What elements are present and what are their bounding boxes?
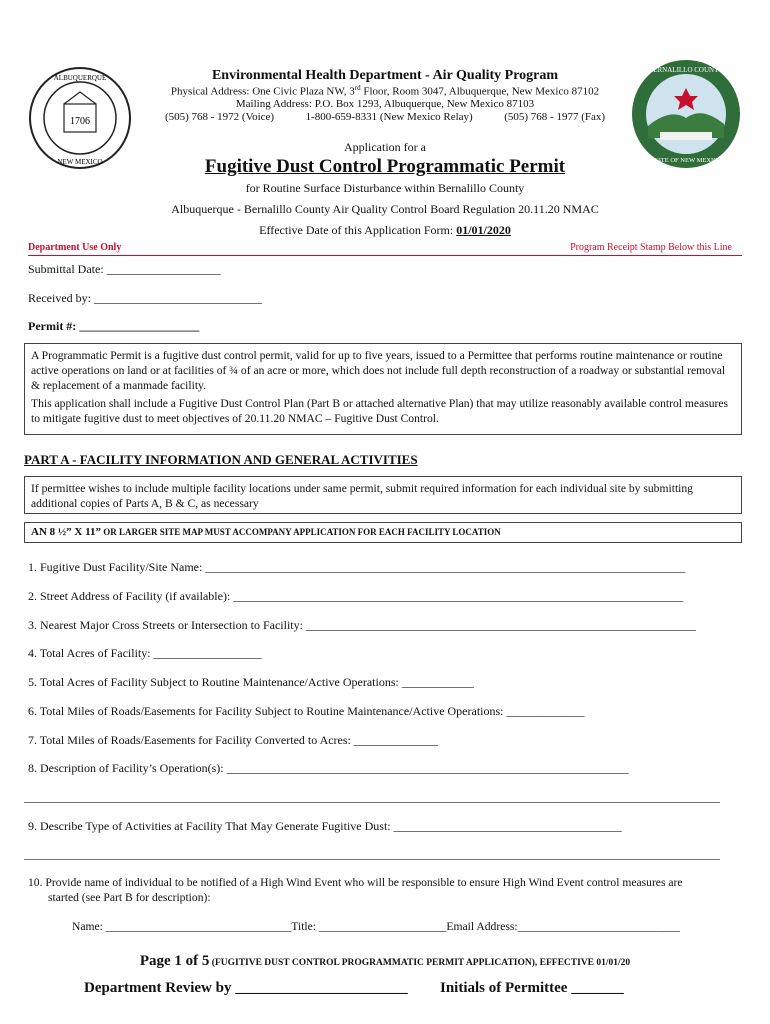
- effective-date-line: [0, 223, 770, 238]
- field-site-name[interactable]: 1. Fugitive Dust Facility/Site Name: ________________________________________________________________________________: [28, 560, 686, 574]
- field-total-acres[interactable]: 4. Total Acres of Facility: __________________: [28, 646, 262, 660]
- mailing-address: Mailing Address: P.O. Box 1293, Albuquerque, New Mexico 87103: [235, 98, 535, 110]
- physical-address: [0, 84, 770, 98]
- svg-text:ALBUQUERQUE: ALBUQUERQUE: [53, 74, 107, 82]
- field-miles-roads[interactable]: 6. Total Miles of Roads/Easements for Facility Subject to Routine Maintenance/Active Operations: _____________: [28, 704, 585, 718]
- field-operation-description[interactable]: 8. Description of Facility’s Operation(s): ___________________________________________________________________: [28, 761, 629, 775]
- regulation-line: Albuquerque - Bernalillo County Air Quality Control Board Regulation 20.11.20 NMAC: [171, 202, 599, 216]
- intro-box: [24, 343, 742, 435]
- field-acres-routine[interactable]: 5. Total Acres of Facility Subject to Routine Maintenance/Active Operations: ____________: [28, 675, 474, 689]
- permit-blank: ____________________: [76, 319, 200, 333]
- multi-site-note-box: [24, 476, 742, 514]
- multi-site-note: If permittee wishes to include multiple facility locations under same permit, submit required information for each individual site by submitting additional copies of Parts A, B & C, as necessary: [31, 482, 693, 510]
- field-operation-description-cont[interactable]: ____________________________________________________________________________________________________________________: [24, 790, 720, 804]
- map-note-c: OR LARGER SITE MAP MUST ACCOMPANY APPLICATION FOR EACH FACILITY LOCATION: [100, 527, 501, 537]
- field-cross-streets[interactable]: 3. Nearest Major Cross Streets or Intersection to Facility: _________________________________________________________________: [28, 618, 696, 632]
- physical-address-pre: Physical Address: One Civic Plaza NW, 3: [170, 85, 355, 98]
- application-for: Application for a: [344, 140, 426, 154]
- site-map-note-box: [24, 522, 742, 543]
- receipt-stamp-note: Program Receipt Stamp Below this Line: [570, 242, 732, 253]
- stamp-line: [28, 255, 742, 256]
- submittal-date-field[interactable]: Submittal Date: ___________________: [28, 262, 221, 276]
- item-10-line-1: 10. Provide name of individual to be notified of a High Wind Event who will be responsible to ensure High Wind Event control measures are: [28, 876, 683, 889]
- form-title: Fugitive Dust Control Programmatic Permit: [204, 156, 566, 177]
- svg-text:1706: 1706: [70, 116, 90, 127]
- physical-address-post: Floor, Room 3047, Albuquerque, New Mexico 87102: [360, 85, 600, 98]
- department-use-label: Department Use Only: [28, 242, 122, 253]
- received-by-field[interactable]: Received by: ____________________________: [28, 291, 262, 305]
- footer-form-name: (FUGITIVE DUST CONTROL PROGRAMMATIC PERMIT APPLICATION), EFFECTIVE 01/01/20: [209, 958, 631, 968]
- permittee-initials-field[interactable]: Initials of Permittee _______: [440, 980, 624, 996]
- svg-text:STATE OF NEW MEXICO: STATE OF NEW MEXICO: [649, 157, 723, 164]
- physical-address-sup: rd: [354, 84, 361, 92]
- effective-label: Effective Date of this Application Form:: [259, 223, 457, 237]
- form-subtitle: for Routine Surface Disturbance within Bernalillo County: [245, 181, 525, 195]
- map-note-a: A: [31, 526, 39, 538]
- item-10-line-2: started (see Part B for description):: [48, 891, 211, 904]
- field-street-address[interactable]: 2. Street Address of Facility (if available): ___________________________________________________________________________: [28, 589, 684, 603]
- field-miles-converted[interactable]: 7. Total Miles of Roads/Easements for Facility Converted to Acres: ______________: [28, 733, 438, 747]
- field-activities[interactable]: 9. Describe Type of Activities at Facility That May Generate Fugitive Dust: ______________________________________: [28, 819, 622, 833]
- phone-voice: (505) 768 - 1972 (Voice): [164, 111, 275, 123]
- department-heading: Environmental Health Department - Air Quality Program: [211, 68, 559, 83]
- effective-date: 01/01/2020: [456, 223, 511, 237]
- phone-fax: (505) 768 - 1977 (Fax): [504, 111, 606, 123]
- part-a-heading: PART A - FACILITY INFORMATION AND GENERAL ACTIVITIES: [24, 452, 418, 467]
- phone-relay: 1-800-659-8331 (New Mexico Relay): [305, 111, 473, 123]
- intro-paragraph-1: A Programmatic Permit is a fugitive dust control permit, valid for up to five years, issued to a Permittee that performs routine maintenance or routine active operations on land or at facilities of ¾ of an acre or more, which does not include full depth reconstruction of a roadway or substantial removal & replacement of a manmade facility.: [31, 349, 726, 392]
- svg-text:BERNALILLO COUNTY: BERNALILLO COUNTY: [648, 66, 724, 74]
- permit-label: Permit #:: [28, 319, 77, 333]
- map-note-b: N 8 ½” X 11”: [38, 526, 101, 538]
- phone-line: [0, 111, 770, 123]
- svg-text:NEW MEXICO: NEW MEXICO: [57, 158, 103, 166]
- field-activities-cont[interactable]: ____________________________________________________________________________________________________________________: [24, 847, 720, 861]
- page-number: Page 1 of 5: [139, 953, 210, 969]
- intro-paragraph-2: This application shall include a Fugitive Dust Control Plan (Part B or attached alternative Plan) that may utilize reasonably available control measures to mitigate fugitive dust to meet objectives of 20.11.20 NMAC – Fugitive Dust Control.: [31, 397, 729, 425]
- department-review-field[interactable]: Department Review by _______________________: [84, 980, 408, 996]
- high-wind-contact-fields[interactable]: Name: ________________________________Title: ______________________Email Address:____________________________: [72, 920, 680, 933]
- page-footer: [0, 952, 770, 970]
- permit-number-field[interactable]: [28, 319, 199, 334]
